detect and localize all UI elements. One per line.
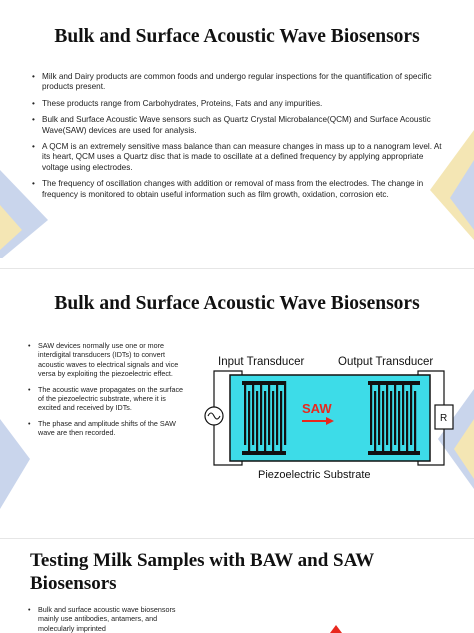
substrate-label: Piezoelectric Substrate [258, 469, 371, 481]
bullet-item: • The frequency of oscillation changes with addition or removal of mass from the electrodes. The change in frequency is monitored to obtain useful information such as film growth, oxidation, corrosion etc. [32, 179, 446, 200]
slide-3 [0, 538, 474, 633]
slide-1 [0, 0, 474, 258]
bullet-item: • SAW devices normally use one or more interdigital transducers (IDTs) to convert acoustic waves to electrical signals and vice versa by exploiting the piezoelectric effect. [28, 341, 184, 379]
slide-3-bullets [28, 605, 184, 633]
slide-2 [0, 268, 474, 531]
slide-2-bullets [28, 341, 184, 444]
slide-2-title: Bulk and Surface Acoustic Wave Biosensors [54, 293, 420, 314]
saw-label: SAW [302, 401, 332, 416]
output-transducer-label: Output Transducer [338, 356, 434, 368]
slide-1-bullets [32, 72, 446, 206]
bullet-item: • The phase and amplitude shifts of the SAW wave are then recorded. [28, 419, 184, 438]
slide-3-title: Testing Milk Samples with BAW and SAW Biosensors [30, 550, 374, 594]
resistor-label: R [440, 413, 448, 424]
bullet-item: • Bulk and surface acoustic wave biosensors mainly use antibodies, antamers, and molecularly imprinted [28, 605, 184, 633]
bullet-item: • These products range from Carbohydrates, Proteins, Fats and any impurities. [32, 99, 446, 109]
slide-1-title: Bulk and Surface Acoustic Wave Biosensors [54, 26, 420, 47]
bullet-item: • Milk and Dairy products are common foods and undergo regular inspections for the quantification of specific products present. [32, 72, 446, 93]
input-transducer-label: Input Transducer [218, 356, 305, 368]
bullet-item: • The acoustic wave propagates on the surface of the piezoelectric substrate, where it is excited and received by IDTs. [28, 385, 184, 413]
bullet-item: • Bulk and Surface Acoustic Wave sensors such as Quartz Crystal Microbalance(QCM) and Surface Acoustic Wave(SAW) devices are used for analysis. [32, 115, 446, 136]
saw-device-diagram [200, 351, 462, 481]
bullet-item: • A QCM is an extremely sensitive mass balance than can measure changes in mass up to a nanogram level. At its heart, QCM uses a Quartz disc that is made to oscillate at a defined frequency by applying appropriate voltage using electrodes. [32, 142, 446, 173]
